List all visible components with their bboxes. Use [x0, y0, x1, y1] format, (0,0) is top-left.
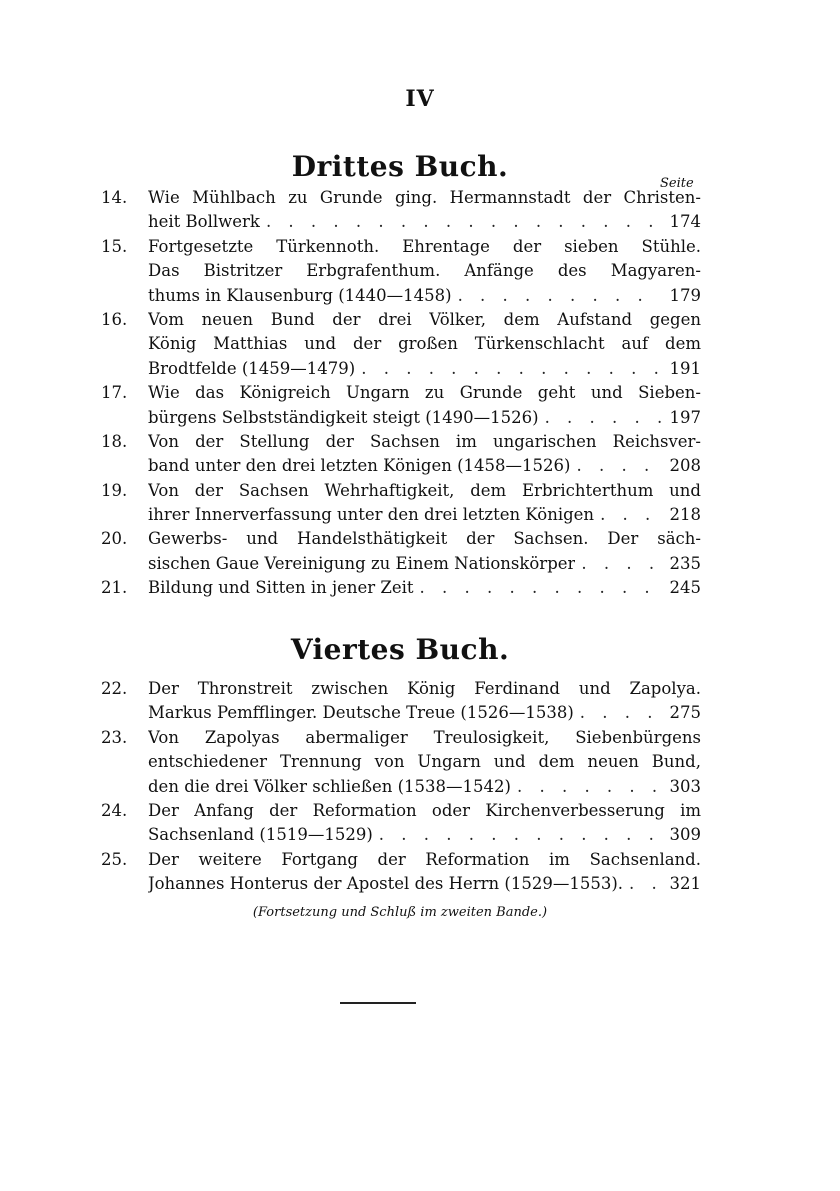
entry-number: 22.: [101, 679, 128, 698]
entry-text: Von der Stellung der Sachsen im ungarischen Reichsver-: [148, 431, 701, 451]
entry-text: Brodtfelde (1459—1479): [148, 358, 356, 378]
entry-text: Der Anfang der Reformation oder Kirchenverbesserung im: [148, 800, 701, 820]
entry-page-number: 309: [669, 825, 701, 845]
entry-number: 19.: [101, 480, 128, 500]
dot-leader: [581, 552, 661, 576]
entry-text: thums in Klausenburg (1440—1458): [148, 285, 452, 305]
toc-entry: [101, 527, 701, 576]
entry-number: 17.: [101, 383, 128, 403]
page-number: IV: [405, 86, 435, 112]
toc-entry: [101, 235, 701, 308]
entry-text: Wie Mühlbach zu Grunde ging. Hermannstadt der Christen-: [148, 188, 701, 207]
toc-entry: [101, 848, 701, 897]
toc-entry: [101, 308, 701, 381]
page-column-label: Seite: [660, 176, 694, 191]
toc-entry: [101, 726, 701, 799]
entry-text: Das Bistritzer Erbgrafenthum. Anfänge des Magyaren-: [148, 261, 701, 281]
entry-text: heit Bollwerk: [148, 212, 260, 232]
dot-leader: [545, 406, 661, 430]
entry-number: 25.: [101, 849, 128, 869]
dot-leader: [517, 775, 661, 799]
entry-page-number: 235: [669, 553, 701, 573]
entry-text: den die drei Völker schließen (1538—1542): [148, 776, 511, 796]
entry-number: 14.: [101, 188, 128, 207]
dot-leader: [420, 576, 661, 600]
entry-text: Wie das Königreich Ungarn zu Grunde geht und Sieben-: [148, 383, 701, 403]
dot-leader: [576, 454, 661, 478]
entry-page-number: 218: [669, 505, 701, 525]
dot-leader: [361, 357, 661, 381]
entry-page-number: 321: [669, 874, 701, 894]
toc-entry: [101, 799, 701, 848]
entry-text: bürgens Selbstständigkeit steigt (1490—1526): [148, 407, 539, 427]
entry-text: Markus Pemfflinger. Deutsche Treue (1526—1538): [148, 703, 574, 723]
toc-entry: [101, 576, 701, 600]
end-rule: [340, 1002, 416, 1004]
book-title: Drittes Buch.: [291, 150, 509, 183]
entry-page-number: 303: [669, 776, 701, 796]
toc-list-book-4: [101, 677, 701, 897]
entry-text: sischen Gaue Vereinigung zu Einem Nationskörper: [148, 553, 576, 573]
entry-text: Der weitere Fortgang der Reformation im Sachsenland.: [148, 849, 701, 869]
entry-number: 23.: [101, 727, 128, 747]
entry-number: 18.: [101, 431, 128, 451]
entry-page-number: 191: [669, 358, 701, 378]
dot-leader: [379, 823, 661, 847]
entry-page-number: 208: [669, 456, 701, 476]
entry-page-number: 275: [669, 703, 701, 723]
toc-entry: [101, 186, 701, 235]
dot-leader: [600, 503, 661, 527]
continuation-note: (Fortsetzung und Schluß im zweiten Bande.): [252, 905, 548, 920]
entry-number: 21.: [101, 578, 128, 598]
dot-leader: [629, 872, 661, 896]
toc-list-book-3: [101, 186, 701, 601]
entry-text: Der Thronstreit zwischen König Ferdinand und Zapolya.: [148, 679, 701, 698]
entry-text: Bildung und Sitten in jener Zeit: [148, 578, 414, 598]
entry-text: Johannes Honterus der Apostel des Herrn (1529—1553).: [148, 874, 624, 894]
entry-page-number: 197: [669, 407, 701, 427]
dot-leader: [458, 284, 661, 308]
entry-page-number: 245: [669, 578, 701, 598]
entry-number: 16.: [101, 309, 128, 329]
entry-page-number: 174: [669, 212, 701, 232]
entry-text: Gewerbs- und Handelsthätigkeit der Sachsen. Der säch-: [148, 529, 701, 549]
entry-text: Von der Sachsen Wehrhaftigkeit, dem Erbrichterthum und: [148, 480, 701, 500]
entry-number: 24.: [101, 800, 128, 820]
dot-leader: [266, 210, 661, 234]
toc-entry: [101, 381, 701, 430]
entry-text: band unter den drei letzten Königen (1458—1526): [148, 456, 571, 476]
entry-text: Fortgesetzte Türkennoth. Ehrentage der sieben Stühle.: [148, 236, 701, 256]
book-title: Viertes Buch.: [290, 633, 510, 666]
toc-entry: [101, 430, 701, 479]
toc-entry: [101, 677, 701, 726]
entry-text: entschiedener Trennung von Ungarn und dem neuen Bund,: [148, 752, 701, 772]
entry-text: ihrer Innerverfassung unter den drei letzten Königen: [148, 505, 595, 525]
entry-text: Sachsenland (1519—1529): [148, 825, 373, 845]
toc-entry: [101, 479, 701, 528]
entry-text: König Matthias und der großen Türkenschlacht auf dem: [148, 334, 701, 354]
entry-text: Von Zapolyas abermaliger Treulosigkeit, Siebenbürgens: [148, 727, 701, 747]
entry-number: 15.: [101, 236, 128, 256]
entry-page-number: 179: [669, 285, 701, 305]
dot-leader: [580, 701, 661, 725]
entry-number: 20.: [101, 529, 128, 549]
entry-text: Vom neuen Bund der drei Völker, dem Aufstand gegen: [148, 309, 701, 329]
